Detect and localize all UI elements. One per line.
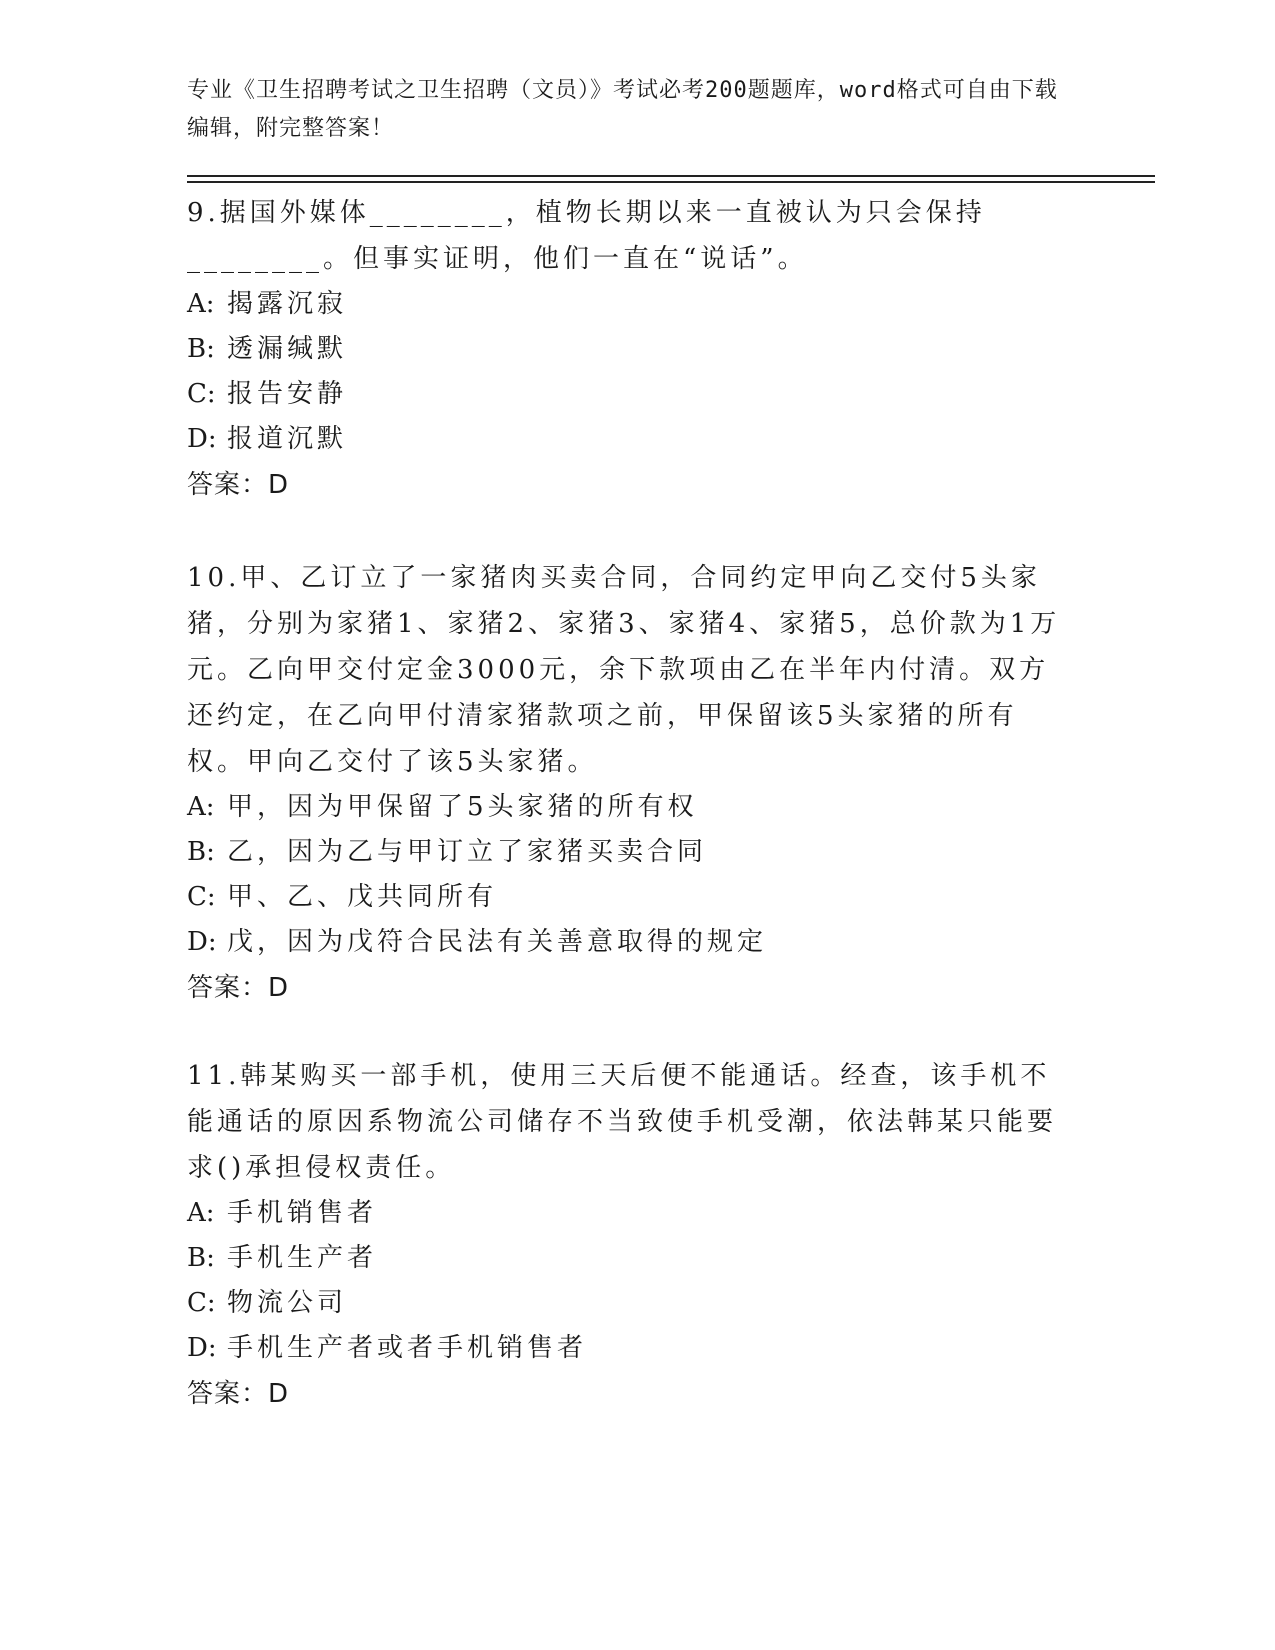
option-text: 揭露沉寂 — [227, 289, 348, 319]
option-text: 手机生产者 — [227, 1243, 378, 1273]
option-text: 戊，因为戊符合民法有关善意取得的规定 — [227, 927, 768, 957]
option-c — [187, 875, 1077, 920]
answer-line: 答案：D — [187, 470, 290, 500]
option-text: 物流公司 — [227, 1288, 348, 1318]
option-text: 乙，因为乙与甲订立了家猪买卖合同 — [227, 837, 708, 867]
question-9 — [187, 190, 1077, 508]
option-text: 透漏缄默 — [227, 334, 348, 364]
option-key: D: — [187, 927, 217, 957]
option-b — [187, 830, 1077, 875]
option-text: 报道沉默 — [227, 424, 348, 454]
option-b — [187, 327, 1077, 372]
question-stem: 10.甲、乙订立了一家猪肉买卖合同，合同约定甲向乙交付5头家猪，分别为家猪1、家猪2、家猪3、家猪4、家猪5，总价款为1万元。乙向甲交付定金3000元，余下款项由乙在半年内付清。双方还约定，在乙向甲付清家猪款项之前，甲保留该5头家猪的所有权。甲向乙交付了该5头家猪。 — [187, 563, 1061, 777]
option-c — [187, 372, 1077, 417]
option-key: D: — [187, 1333, 217, 1363]
option-key: A: — [187, 1198, 215, 1228]
option-key: C: — [187, 379, 216, 409]
option-text: 手机销售者 — [227, 1198, 378, 1228]
option-text: 手机生产者或者手机销售者 — [227, 1333, 588, 1363]
option-b — [187, 1236, 1077, 1281]
document-header — [187, 72, 1067, 148]
option-c — [187, 1281, 1077, 1326]
option-d — [187, 920, 1077, 965]
header-text: 专业《卫生招聘考试之卫生招聘（文员）》考试必考200题题库，word格式可自由下载编辑，附完整答案！ — [187, 78, 1058, 141]
option-key: D: — [187, 424, 217, 454]
question-11 — [187, 1053, 1077, 1417]
option-key: C: — [187, 1288, 216, 1318]
option-key: A: — [187, 792, 215, 822]
option-key: B: — [187, 334, 215, 364]
option-d — [187, 1326, 1077, 1371]
option-a — [187, 785, 1077, 830]
option-key: B: — [187, 1243, 215, 1273]
option-a — [187, 1191, 1077, 1236]
answer-line: 答案：D — [187, 1379, 290, 1409]
option-text: 甲、乙、戊共同所有 — [227, 882, 498, 912]
option-key: C: — [187, 882, 216, 912]
option-d — [187, 417, 1077, 462]
option-key: B: — [187, 837, 215, 867]
option-text: 报告安静 — [227, 379, 348, 409]
option-a — [187, 282, 1077, 327]
option-key: A: — [187, 289, 215, 319]
answer-line: 答案：D — [187, 973, 290, 1003]
question-10 — [187, 555, 1077, 1011]
question-stem: 11.韩某购买一部手机，使用三天后便不能通话。经查，该手机不能通话的原因系物流公司储存不当致使手机受潮，依法韩某只能要求()承担侵权责任。 — [187, 1061, 1058, 1183]
question-stem: 9.据国外媒体________，植物长期以来一直被认为只会保持________。但事实证明，他们一直在“说话”。 — [187, 198, 986, 274]
option-text: 甲，因为甲保留了5头家猪的所有权 — [227, 792, 698, 822]
header-divider-top — [187, 175, 1155, 177]
header-divider-bottom — [187, 181, 1155, 183]
